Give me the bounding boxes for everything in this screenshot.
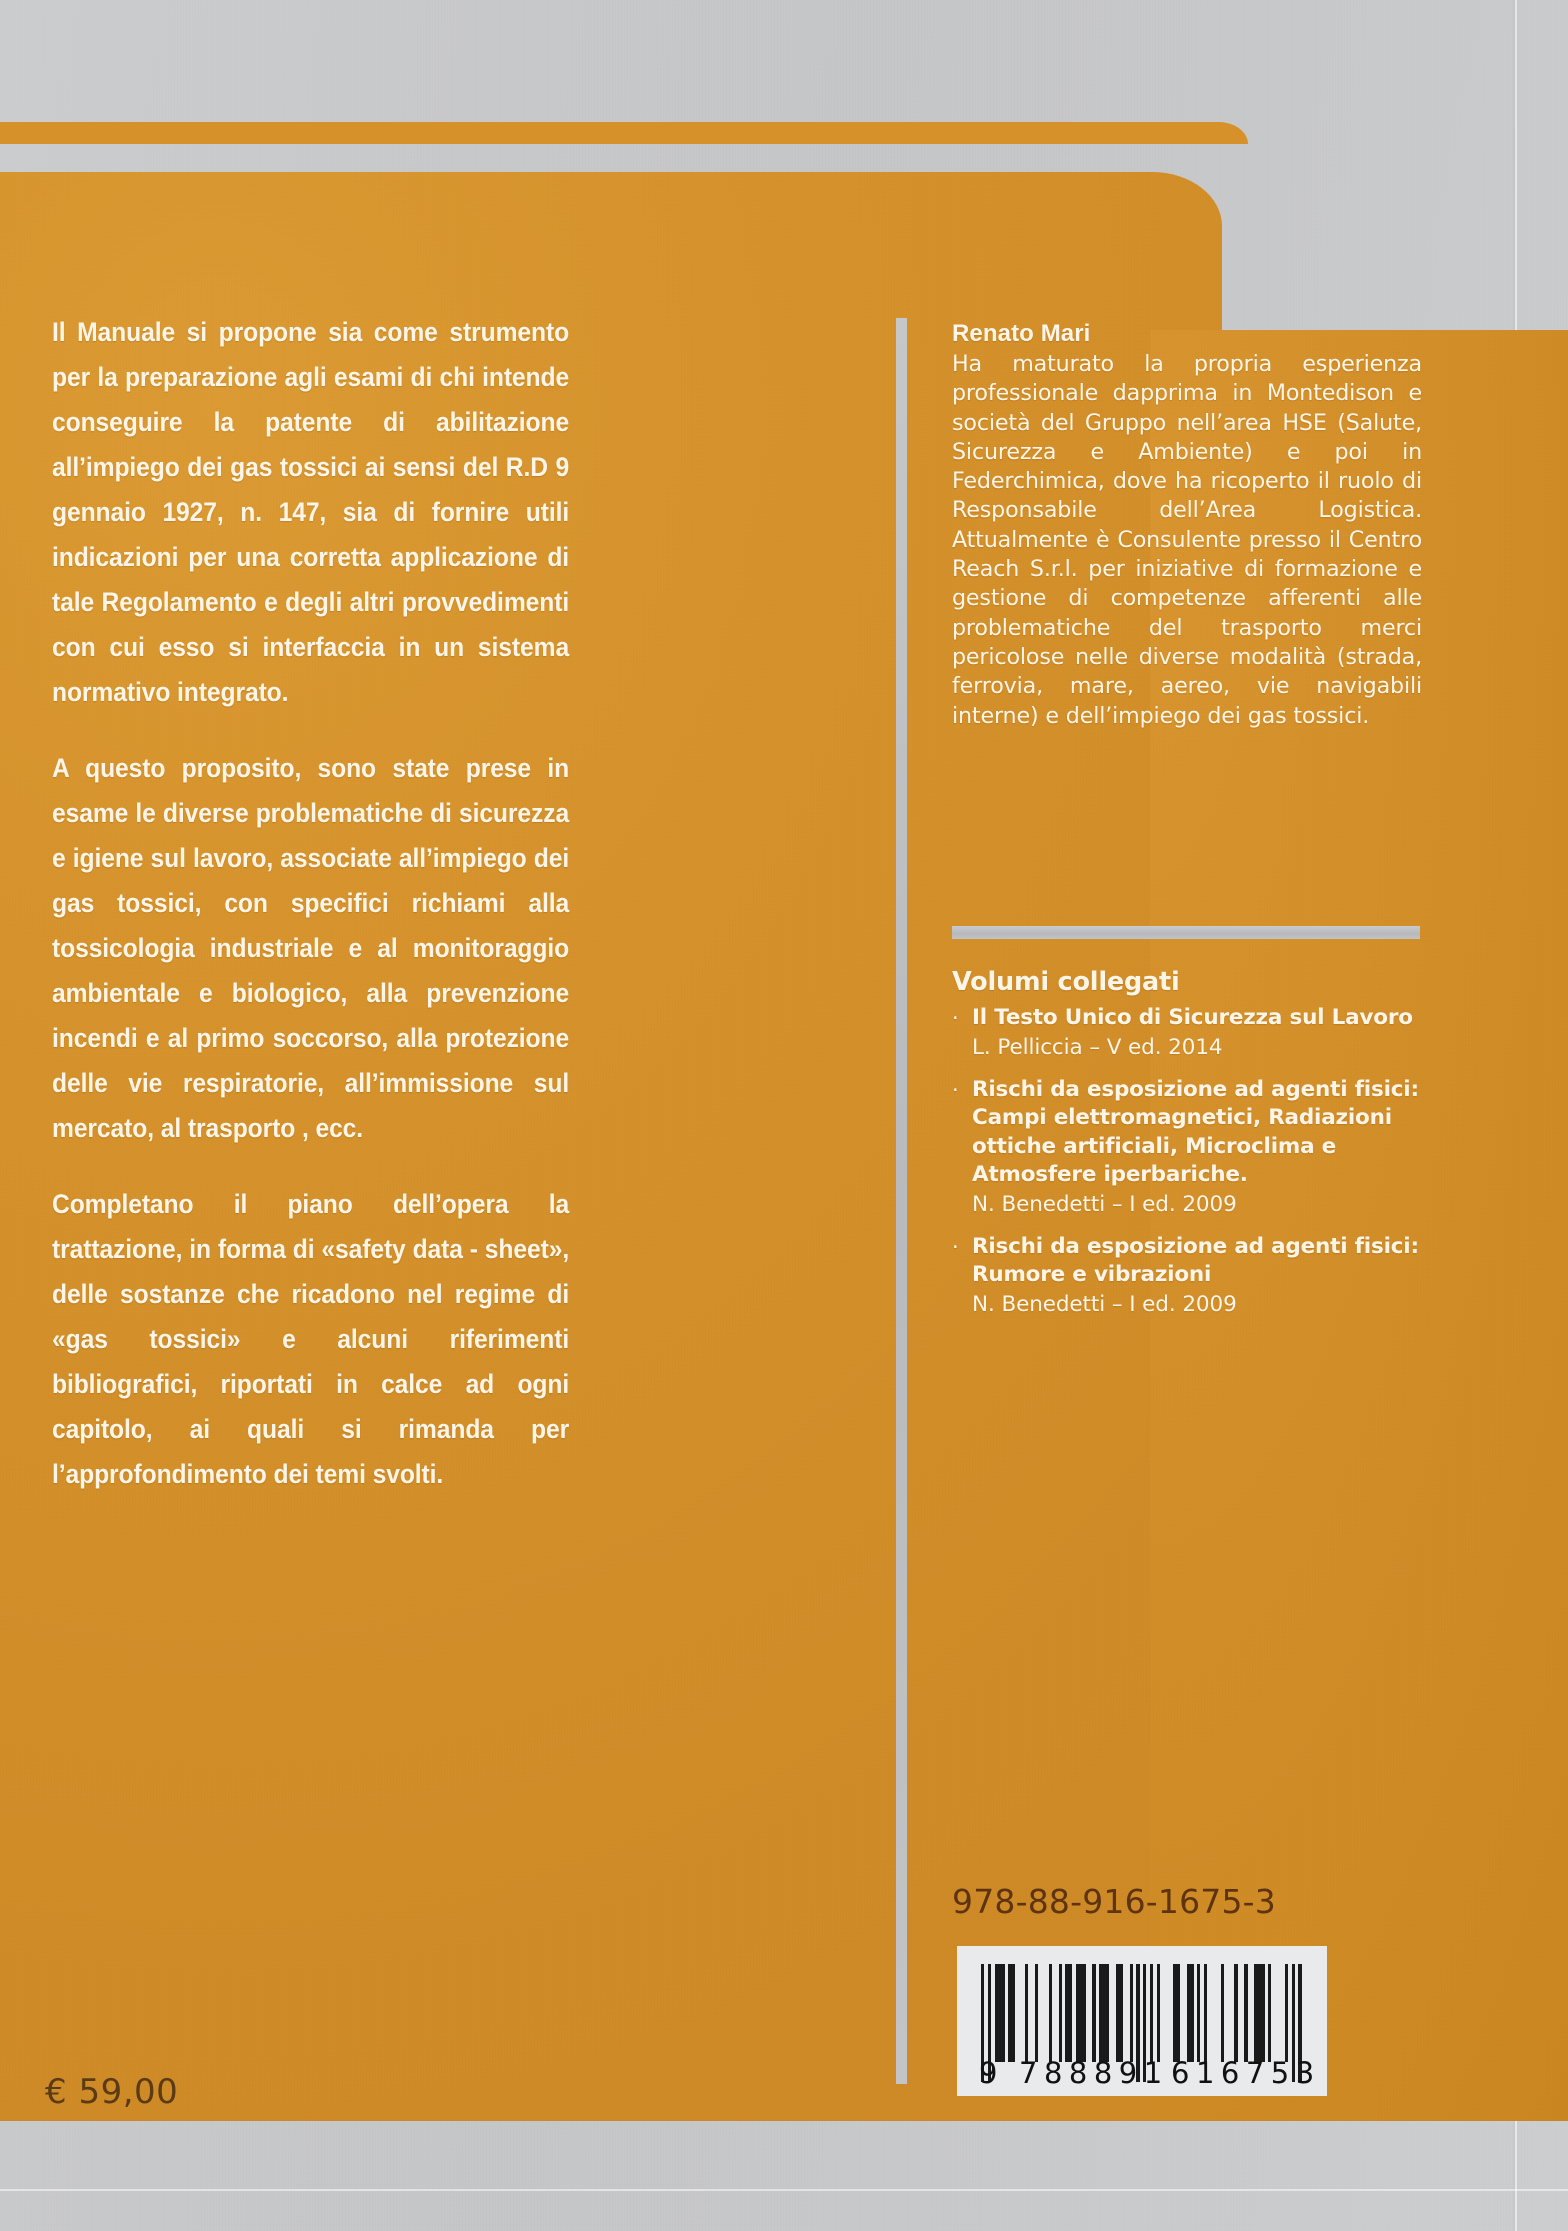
list-item xyxy=(952,1233,1430,1319)
ean-barcode xyxy=(957,1946,1327,2096)
description-paragraph-2: A questo proposito, sono state prese in esame le diverse problematiche di sicurezza e igiene sul lavoro, associate all’impiego dei gas tossici, con specifici richiami alla tossicologia industriale e al monitoraggio ambientale e biologico, alla prevenzione incendi e al primo soccorso, alla protezione delle vie respiratorie, all’immissione sul mercato, al trasporto , ecc. xyxy=(52,753,570,1143)
volume-meta: L. Pelliccia – V ed. 2014 xyxy=(972,1034,1223,1060)
isbn-number: 978-88-916-1675-3 xyxy=(952,1882,1276,1921)
volume-meta: N. Benedetti – I ed. 2009 xyxy=(972,1291,1237,1317)
bullet-icon: · xyxy=(952,1234,959,1259)
author-section xyxy=(952,320,1422,731)
volume-title: Rischi da esposizione ad agenti fisici: Campi elettromagnetici, Radiazioni ottiche artificiali, Microclima e Atmosfere iperbariche. xyxy=(972,1076,1419,1187)
description-paragraph-1: Il Manuale si propone sia come strumento per la preparazione agli esami di chi intende conseguire la patente di abilitazione all’impiego dei gas tossici ai sensi del R.D 9 gennaio 1927, n. 147, sia di fornire utili indicazioni per una corretta applicazione di tale Regolamento e degli altri provvedimenti con cui esso si interfaccia in un sistema normativo integrato. xyxy=(52,317,570,707)
horizontal-rule xyxy=(952,926,1420,939)
related-volumes-section xyxy=(952,966,1430,1333)
barcode-left-group: 788891 xyxy=(1019,2056,1169,2090)
barcode-digits xyxy=(979,2056,1321,2090)
barcode-lead-digit: 9 xyxy=(979,2056,999,2090)
price-label: € 59,00 xyxy=(45,2072,179,2112)
related-volumes-title: Volumi collegati xyxy=(952,967,1180,997)
volume-title: Il Testo Unico di Sicurezza sul Lavoro xyxy=(972,1005,1413,1030)
volume-meta: N. Benedetti – I ed. 2009 xyxy=(972,1191,1237,1217)
vertical-divider xyxy=(896,318,907,2084)
barcode-right-group: 616753 xyxy=(1171,2056,1321,2090)
author-name: Renato Mari xyxy=(952,320,1091,347)
list-item xyxy=(952,1004,1430,1062)
volume-body xyxy=(972,1233,1430,1319)
bullet-icon: · xyxy=(952,1006,959,1030)
book-description xyxy=(52,310,569,1497)
volume-title: Rischi da esposizione ad agenti fisici: Rumore e vibrazioni xyxy=(972,1233,1419,1287)
description-paragraph-3: Completano il piano dell’opera la trattazione, in forma di «safety data - sheet», delle sostanze che ricadono nel regime di «gas tossici» e alcuni riferimenti bibliografici, riportati in calce ad ogni capitolo, ai quali si rimanda per l’approfondimento dei temi svolti. xyxy=(52,1189,570,1489)
bullet-icon: · xyxy=(952,1077,959,1102)
volume-body xyxy=(972,1076,1430,1219)
author-biography xyxy=(952,350,1422,731)
volume-body xyxy=(972,1004,1430,1062)
list-item xyxy=(952,1076,1430,1219)
author-biography-text: Ha maturato la propria esperienza professionale dapprima in Montedison e società del Gruppo nell’area HSE (Salute, Sicurezza e Ambiente) e poi in Federchimica, dove ha ricoperto il ruolo di Responsabile dell’Area Logistica. Attualmente è Consulente presso il Centro Reach S.r.l. per iniziative di formazione e gestione di competenze afferenti alle problematiche del trasporto merci pericolose nelle diverse modalità (strada, ferrovia, mare, aereo, vie navigabili interne) e dell’impiego dei gas tossici. xyxy=(952,351,1422,729)
barcode-bars xyxy=(981,1964,1303,2062)
